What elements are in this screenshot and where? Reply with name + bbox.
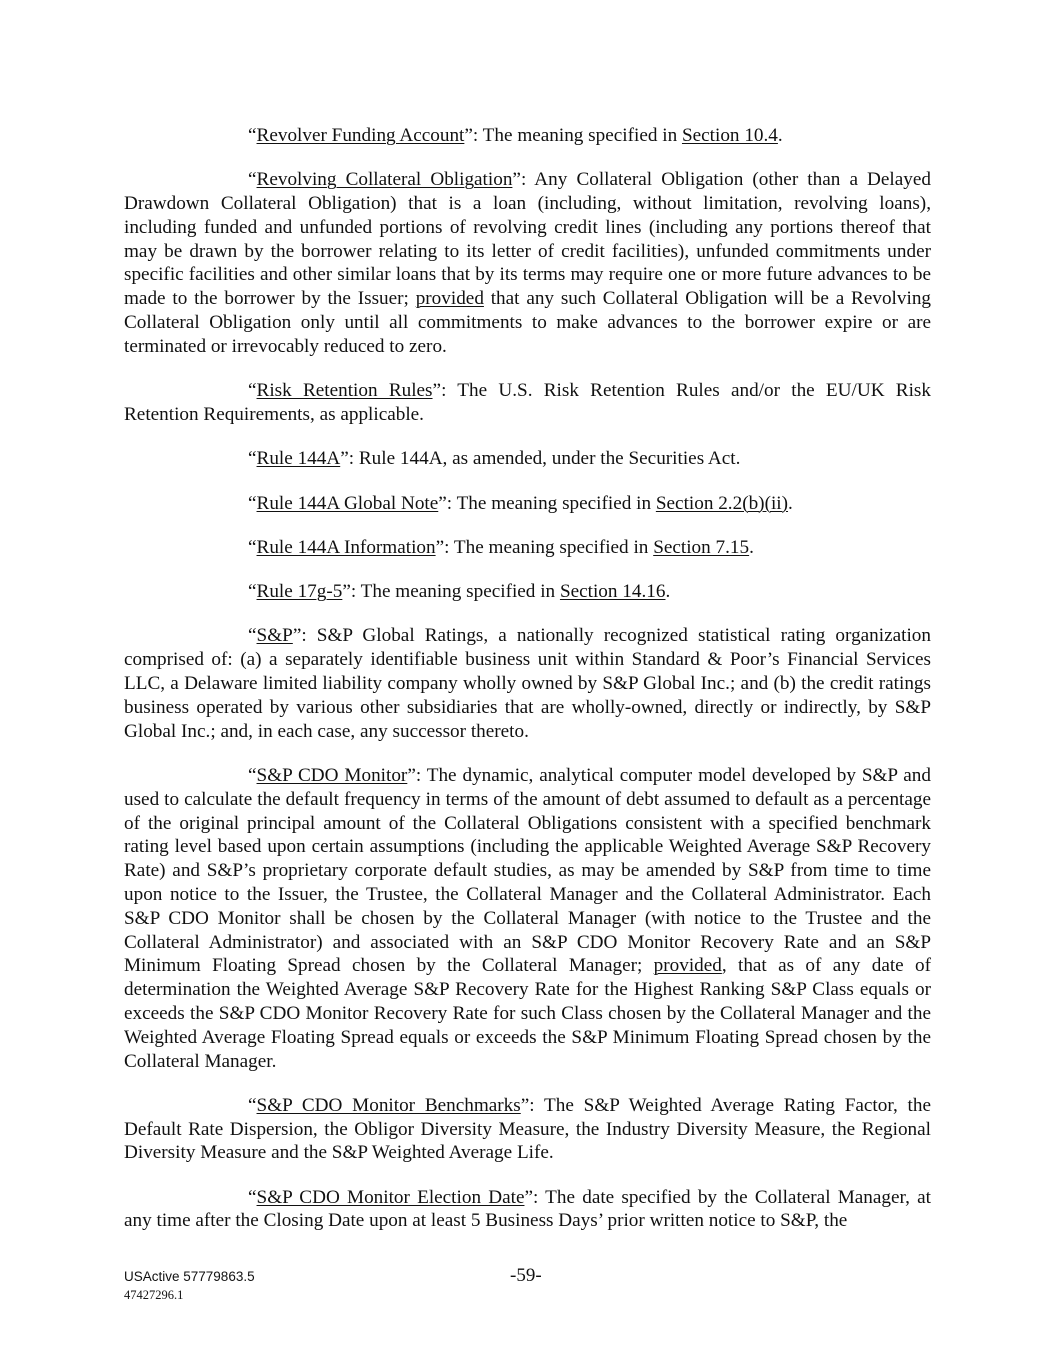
definition-text: . [777, 125, 783, 146]
defined-term: S&P CDO Monitor Benchmarks [256, 1094, 521, 1116]
definition-paragraph: “S&P”: S&P Global Ratings, a nationally recognized statistical rating organization comprised of: (a) a separately identifiable business unit within Standard & Poor’s Financial Services LLC, a Delaware limited liability company wholly owned by S&P Global Inc.; and (b) the credit ratings business operated by various other subsidiaries that are wholly-owned, directly or indirectly, by S&P Global Inc.; and, in each case, any successor thereto. [124, 625, 931, 742]
cross-reference: Section 14.16 [559, 581, 666, 603]
definition-paragraph: “S&P CDO Monitor Benchmarks”: The S&P Weighted Average Rating Factor, the Default Rate Dispersion, the Obligor Diversity Measure, the Industry Diversity Measure, the Regional Diversity Measure and the S&P Weighted Average Life. [124, 1094, 931, 1164]
definition-paragraph: “Rule 144A Information”: The meaning specified in Section 7.15. [248, 536, 754, 558]
definition-paragraph: “Revolver Funding Account”: The meaning specified in Section 10.4. [248, 125, 783, 146]
document-body [124, 124, 931, 1254]
cross-reference: Section 2.2(b)(ii) [655, 492, 789, 514]
defined-term: Revolver Funding Account [256, 125, 465, 146]
footer-document-id-secondary: 47427296.1 [124, 1288, 184, 1302]
definition-paragraph: “Rule 144A Global Note”: The meaning specified in Section 2.2(b)(ii). [248, 492, 793, 514]
definition-paragraph: “Revolving Collateral Obligation”: Any Collateral Obligation (other than a Delayed Drawdown Collateral Obligation) that is a loan (including, without limitation, revolving loans), including funded and unfunded portions of revolving credit lines (including any portions thereof that may be drawn by the borrower relating to its letter of credit facilities), unfunded commitments under specific facilities and other similar loans that by its terms may require one or more future advances to be made to the borrower by the Issuer; provided that any such Collateral Obligation will be a Revolving Collateral Obligation only until all commitments to make advances to the borrower expire or are terminated or irrevocably reduced to zero. [124, 169, 932, 357]
definition-text: . [788, 492, 793, 514]
defined-term: S&P CDO Monitor Election Date [256, 1186, 525, 1208]
cross-reference: Section 10.4 [681, 125, 778, 146]
footer-document-id: USActive 57779863.5 [124, 1269, 255, 1284]
definitions-list [124, 124, 931, 1233]
defined-term: Rule 144A Information [256, 536, 436, 558]
definition-text: : S&P Global Ratings, a nationally recognized statistical rating organization comprised of: (a) a separately identifiable business unit within Standard & Poor’s Financial Services LLC, a Delaware limited liability company wholly owned by S&P Global Inc.; and (b) the credit ratings business operated by various other subsidiaries that are wholly-owned, directly or indirectly, by S&P Global Inc.; and, in each case, any successor thereto. [124, 625, 931, 742]
defined-term: Rule 144A [256, 448, 341, 470]
definition-paragraph: “S&P CDO Monitor”: The dynamic, analytical computer model developed by S&P and used to calculate the default frequency in terms of the amount of debt assumed to default as a percentage of the original principal amount of the Collateral Obligations consistent with a specified benchmark rating level based upon certain assumptions (including the applicable Weighted Average S&P Recovery Rate) and S&P’s proprietary corporate default studies, as may be amended by S&P from time to time upon notice to the Issuer, the Trustee, the Collateral Manager and the Collateral Administrator. Each S&P CDO Monitor shall be chosen by the Collateral Manager (with notice to the Trustee and the Collateral Administrator) and associated with an S&P CDO Monitor Recovery Rate and an S&P Minimum Floating Spread chosen by the Collateral Manager; provided, that as of any date of determination the Weighted Average S&P Recovery Rate for the Highest Ranking S&P Class equals or exceeds the S&P CDO Monitor Recovery Rate for such Class chosen by the Collateral Manager and the Weighted Average Floating Spread equals or exceeds the S&P Minimum Floating Spread chosen by the Collateral Manager. [124, 764, 931, 1072]
definition-paragraph: “Rule 144A”: Rule 144A, as amended, under the Securities Act. [248, 448, 741, 470]
definition-text: : The date specified by the Collateral Manager, at any time after the Closing Date upon at least 5 Business Days’ prior written notice to S&P, the [124, 1186, 931, 1232]
defined-term: Revolving Collateral Obligation [256, 169, 513, 191]
definition-paragraph: “S&P CDO Monitor Election Date”: The date specified by the Collateral Manager, at any time after the Closing Date upon at least 5 Business Days’ prior written notice to S&P, the [124, 1186, 931, 1232]
defined-term: Rule 144A Global Note [256, 492, 439, 514]
cross-reference: Section 7.15 [653, 536, 750, 558]
definition-paragraph: “Risk Retention Rules”: The U.S. Risk Retention Rules and/or the EU/UK Risk Retention Requirements, as applicable. [124, 380, 931, 425]
cross-reference: provided [653, 955, 722, 977]
definition-text: : The U.S. Risk Retention Rules and/or the EU/UK Risk Retention Requirements, as applicable. [124, 380, 931, 425]
definition-text: : The dynamic, analytical computer model developed by S&P and used to calculate the default frequency in terms of the amount of debt assumed to default as a percentage of the original principal amount of the Collateral Obligations consistent with a specified benchmark rating level based upon certain assumptions (including the applicable Weighted Average S&P Recovery Rate) and S&P’s proprietary corporate default studies, as may be amended by S&P from time to time upon notice to the Issuer, the Trustee, the Collateral Manager and the Collateral Administrator. Each S&P CDO Monitor shall be chosen by the Collateral Manager (with notice to the Trustee and the Collateral Administrator) and associated with an S&P CDO Monitor Recovery Rate and an S&P Minimum Floating Spread chosen by the Collateral Manager; [124, 764, 931, 977]
defined-term: S&P [256, 625, 293, 647]
definition-text: . [665, 581, 671, 603]
definition-paragraph: “Rule 17g-5”: The meaning specified in Section 14.16. [248, 581, 671, 603]
definition-text: : The meaning specified in [350, 581, 560, 603]
cross-reference: provided [415, 288, 484, 310]
definition-text: that any such Collateral Obligation will be a Revolving Collateral Obligation only until all commitments to make advances to the borrower expire or are terminated or irrevocably reduced to zero. [124, 288, 932, 357]
definition-text: , that as of any date of determination the Weighted Average S&P Recovery Rate for the Highest Ranking S&P Class equals or exceeds the S&P CDO Monitor Recovery Rate for such Class chosen by the Collateral Manager and the Weighted Average Floating Spread equals or exceeds the S&P Minimum Floating Spread chosen by the Collateral Manager. [124, 955, 931, 1072]
definition-text: . [749, 536, 754, 558]
definition-text: : Rule 144A, as amended, under the Securities Act. [348, 448, 741, 470]
page-number: -59- [510, 1265, 542, 1286]
definition-text: : The meaning specified in [446, 492, 656, 514]
defined-term: Risk Retention Rules [256, 380, 433, 402]
defined-term: Rule 17g-5 [256, 581, 343, 603]
definition-text: : The S&P Weighted Average Rating Factor, the Default Rate Dispersion, the Obligor Diversity Measure, the Industry Diversity Measure, the Regional Diversity Measure and the S&P Weighted Average Life. [124, 1094, 931, 1164]
definition-text: : The meaning specified in [444, 536, 654, 558]
definition-text: : The meaning specified in [472, 125, 682, 146]
defined-term: S&P CDO Monitor [256, 764, 408, 786]
definition-text: : Any Collateral Obligation (other than a Delayed Drawdown Collateral Obligation) that is a loan (including, without limitation, revolving loans), including funded and unfunded portions of revolving credit lines (including any portions thereof that may be drawn by the borrower relating to its letter of credit facilities), unfunded commitments under specific facilities and other similar loans that by its terms may require one or more future advances to be made to the borrower by the Issuer; [124, 169, 931, 310]
